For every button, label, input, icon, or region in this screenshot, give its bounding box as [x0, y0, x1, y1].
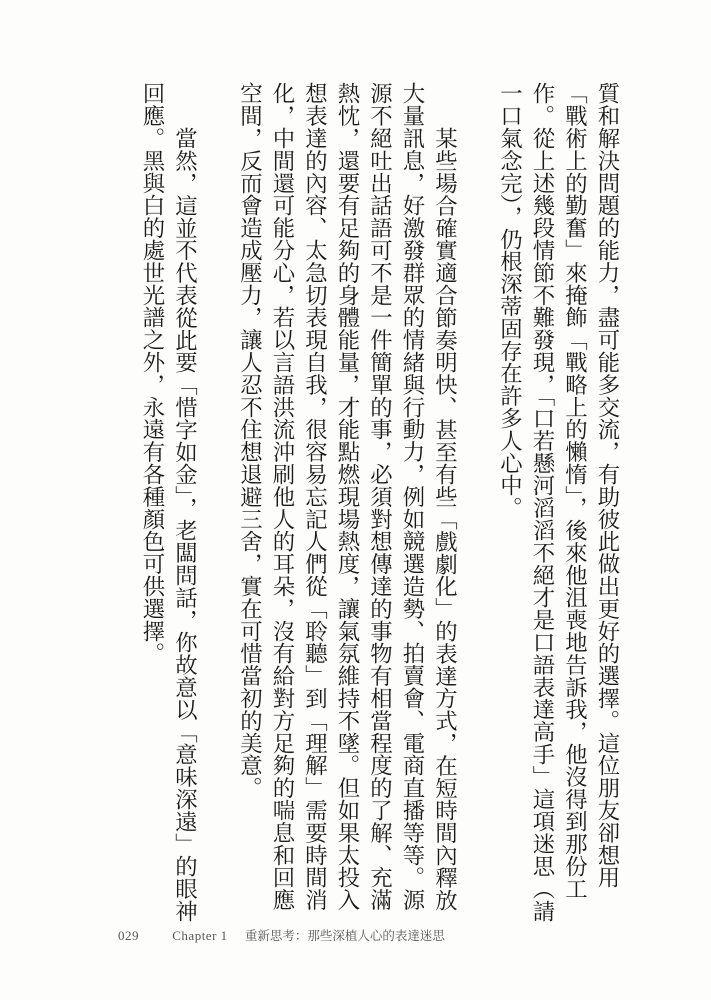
page-number: 029: [118, 928, 139, 943]
paragraph-gap: [201, 82, 234, 922]
paragraph-gap: [461, 82, 494, 922]
chapter-label: Chapter 1: [172, 928, 228, 943]
vertical-body-text: [136, 82, 624, 922]
chapter-title: 重新思考：那些深植人心的表達迷思: [244, 928, 445, 943]
paragraph-3: 當然，這並不代表從此要「惜字如金」，老闆問話，你故意以「意味深遠」的眼神回應。黑與白的處世光譜之外，永遠有各種顏色可供選擇。: [139, 82, 198, 922]
paragraph-2: 某些場合確實適合節奏明快、甚至有些「戲劇化」的表達方式，在短時間內釋放大量訊息，好激發群眾的情緒與行動力，例如競選造勢、拍賣會、電商直播等等。源源不絕吐出話語可不是一件簡單的事，必須對想傳達的事物有相當程度的了解、充滿熱忱，還要有足夠的身體能量，才能點燃現場熱度，讓氣氛維持不墜。但如果太投入想表達的內容、太急切表現自我，很容易忘記人們從「聆聽」到「理解」需要時間消化，中間還可能分心，若以言語洪流沖刷他人的耳朵，沒有給對方足夠的喘息和回應空間，反而會造成壓力，讓人忍不住想退避三舍，實在可惜當初的美意。: [236, 82, 458, 911]
paragraph-1: 質和解決問題的能力，盡可能多交流，有助彼此做出更好的選擇。這位朋友卻想用「戰術上的勤奮」來掩飾「戰略上的懶惰」，後來他沮喪地告訴我，他沒得到那份工作。從上述幾段情節不難發現，「口若懸河滔滔不絕才是口語表達高手」這項迷思（請一口氣念完），仍根深蒂固存在許多人心中。: [496, 82, 620, 922]
page-footer: [118, 926, 445, 944]
